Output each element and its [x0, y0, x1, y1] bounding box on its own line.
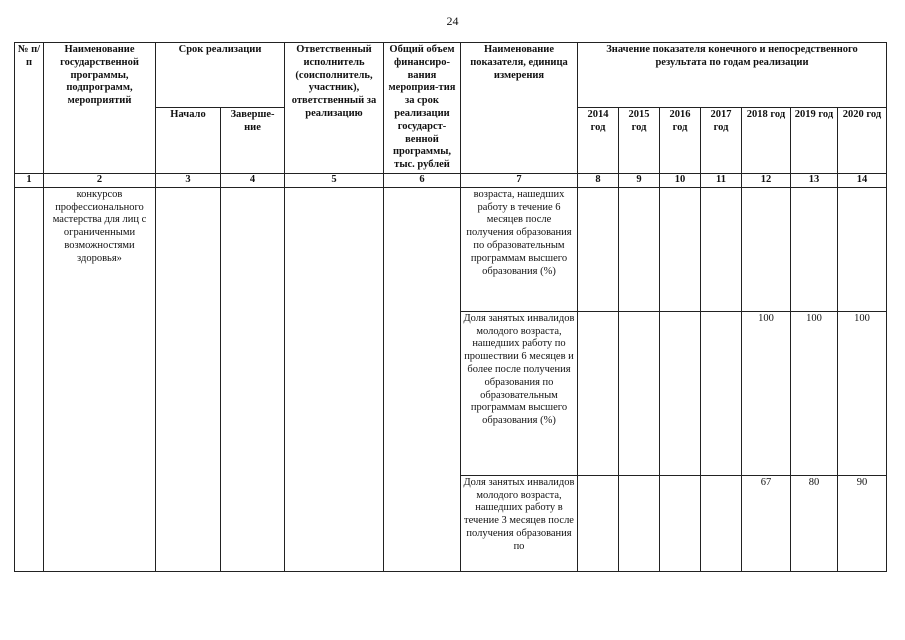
column-number: 2 [44, 173, 156, 187]
start-cell [156, 187, 221, 571]
header-year: 2019 год [791, 108, 838, 173]
column-number: 5 [285, 173, 384, 187]
page-number: 24 [446, 14, 459, 28]
header-start: Начало [156, 108, 221, 173]
header-row-1 [15, 43, 887, 108]
column-numbers-row [15, 173, 887, 187]
indicator-cell: возраста, нашедших работу в течение 6 месяцев после получения образования по образовательным программам высшего образования (%) [461, 187, 578, 311]
header-year: 2016 год [660, 108, 701, 173]
value-cell: 100 [838, 311, 887, 475]
header-number: № п/п [15, 43, 44, 174]
table-row [15, 187, 887, 311]
column-number: 1 [15, 173, 44, 187]
volume-cell [384, 187, 461, 571]
indicator-cell: Доля занятых инвалидов молодого возраста, нашедших работу в течение 3 месяцев после получения образования по [461, 475, 578, 571]
value-cell [578, 475, 619, 571]
header-term: Срок реализации [156, 43, 285, 108]
value-cell [701, 187, 742, 311]
value-cell [701, 311, 742, 475]
value-cell [791, 187, 838, 311]
header-program-name: Наименование государственной программы, подпрограмм, мероприятий [44, 43, 156, 174]
value-cell [660, 311, 701, 475]
column-number: 4 [221, 173, 285, 187]
header-year: 2014 год [578, 108, 619, 173]
header-end: Заверше-ние [221, 108, 285, 173]
end-cell [221, 187, 285, 571]
program-table [14, 42, 887, 572]
row-number-cell [15, 187, 44, 571]
value-cell [660, 475, 701, 571]
value-cell [742, 187, 791, 311]
value-cell [701, 475, 742, 571]
column-number: 9 [619, 173, 660, 187]
header-values-group: Значение показателя конечного и непосредственного результата по годам реализации [578, 43, 887, 108]
value-cell [578, 311, 619, 475]
value-cell: 100 [791, 311, 838, 475]
value-cell: 80 [791, 475, 838, 571]
value-cell: 67 [742, 475, 791, 571]
value-cell [660, 187, 701, 311]
value-cell [619, 475, 660, 571]
column-number: 8 [578, 173, 619, 187]
value-cell [838, 187, 887, 311]
value-cell: 100 [742, 311, 791, 475]
column-number: 11 [701, 173, 742, 187]
header-year: 2017 год [701, 108, 742, 173]
header-year: 2015 год [619, 108, 660, 173]
header-indicator: Наименование показателя, единица измерения [461, 43, 578, 174]
header-volume: Общий объем финансиро-вания мероприя-тия за срок реализации государст-венной программы, тыс. рублей [384, 43, 461, 174]
column-number: 13 [791, 173, 838, 187]
column-number: 6 [384, 173, 461, 187]
value-cell [619, 187, 660, 311]
column-number: 12 [742, 173, 791, 187]
value-cell: 90 [838, 475, 887, 571]
value-cell [619, 311, 660, 475]
value-cell [578, 187, 619, 311]
column-number: 10 [660, 173, 701, 187]
header-year: 2020 год [838, 108, 887, 173]
column-number: 7 [461, 173, 578, 187]
event-name-cell: конкурсов профессионального мастерства для лиц с ограниченными возможностями здоровья» [44, 187, 156, 571]
responsible-cell [285, 187, 384, 571]
header-responsible: Ответственный исполнитель (соисполнитель, участник), ответственный за реализацию [285, 43, 384, 174]
header-year: 2018 год [742, 108, 791, 173]
column-number: 14 [838, 173, 887, 187]
column-number: 3 [156, 173, 221, 187]
indicator-cell: Доля занятых инвалидов молодого возраста, нашедших работу по прошествии 6 месяцев и более после получения образования по образовательным программам высшего образования (%) [461, 311, 578, 475]
